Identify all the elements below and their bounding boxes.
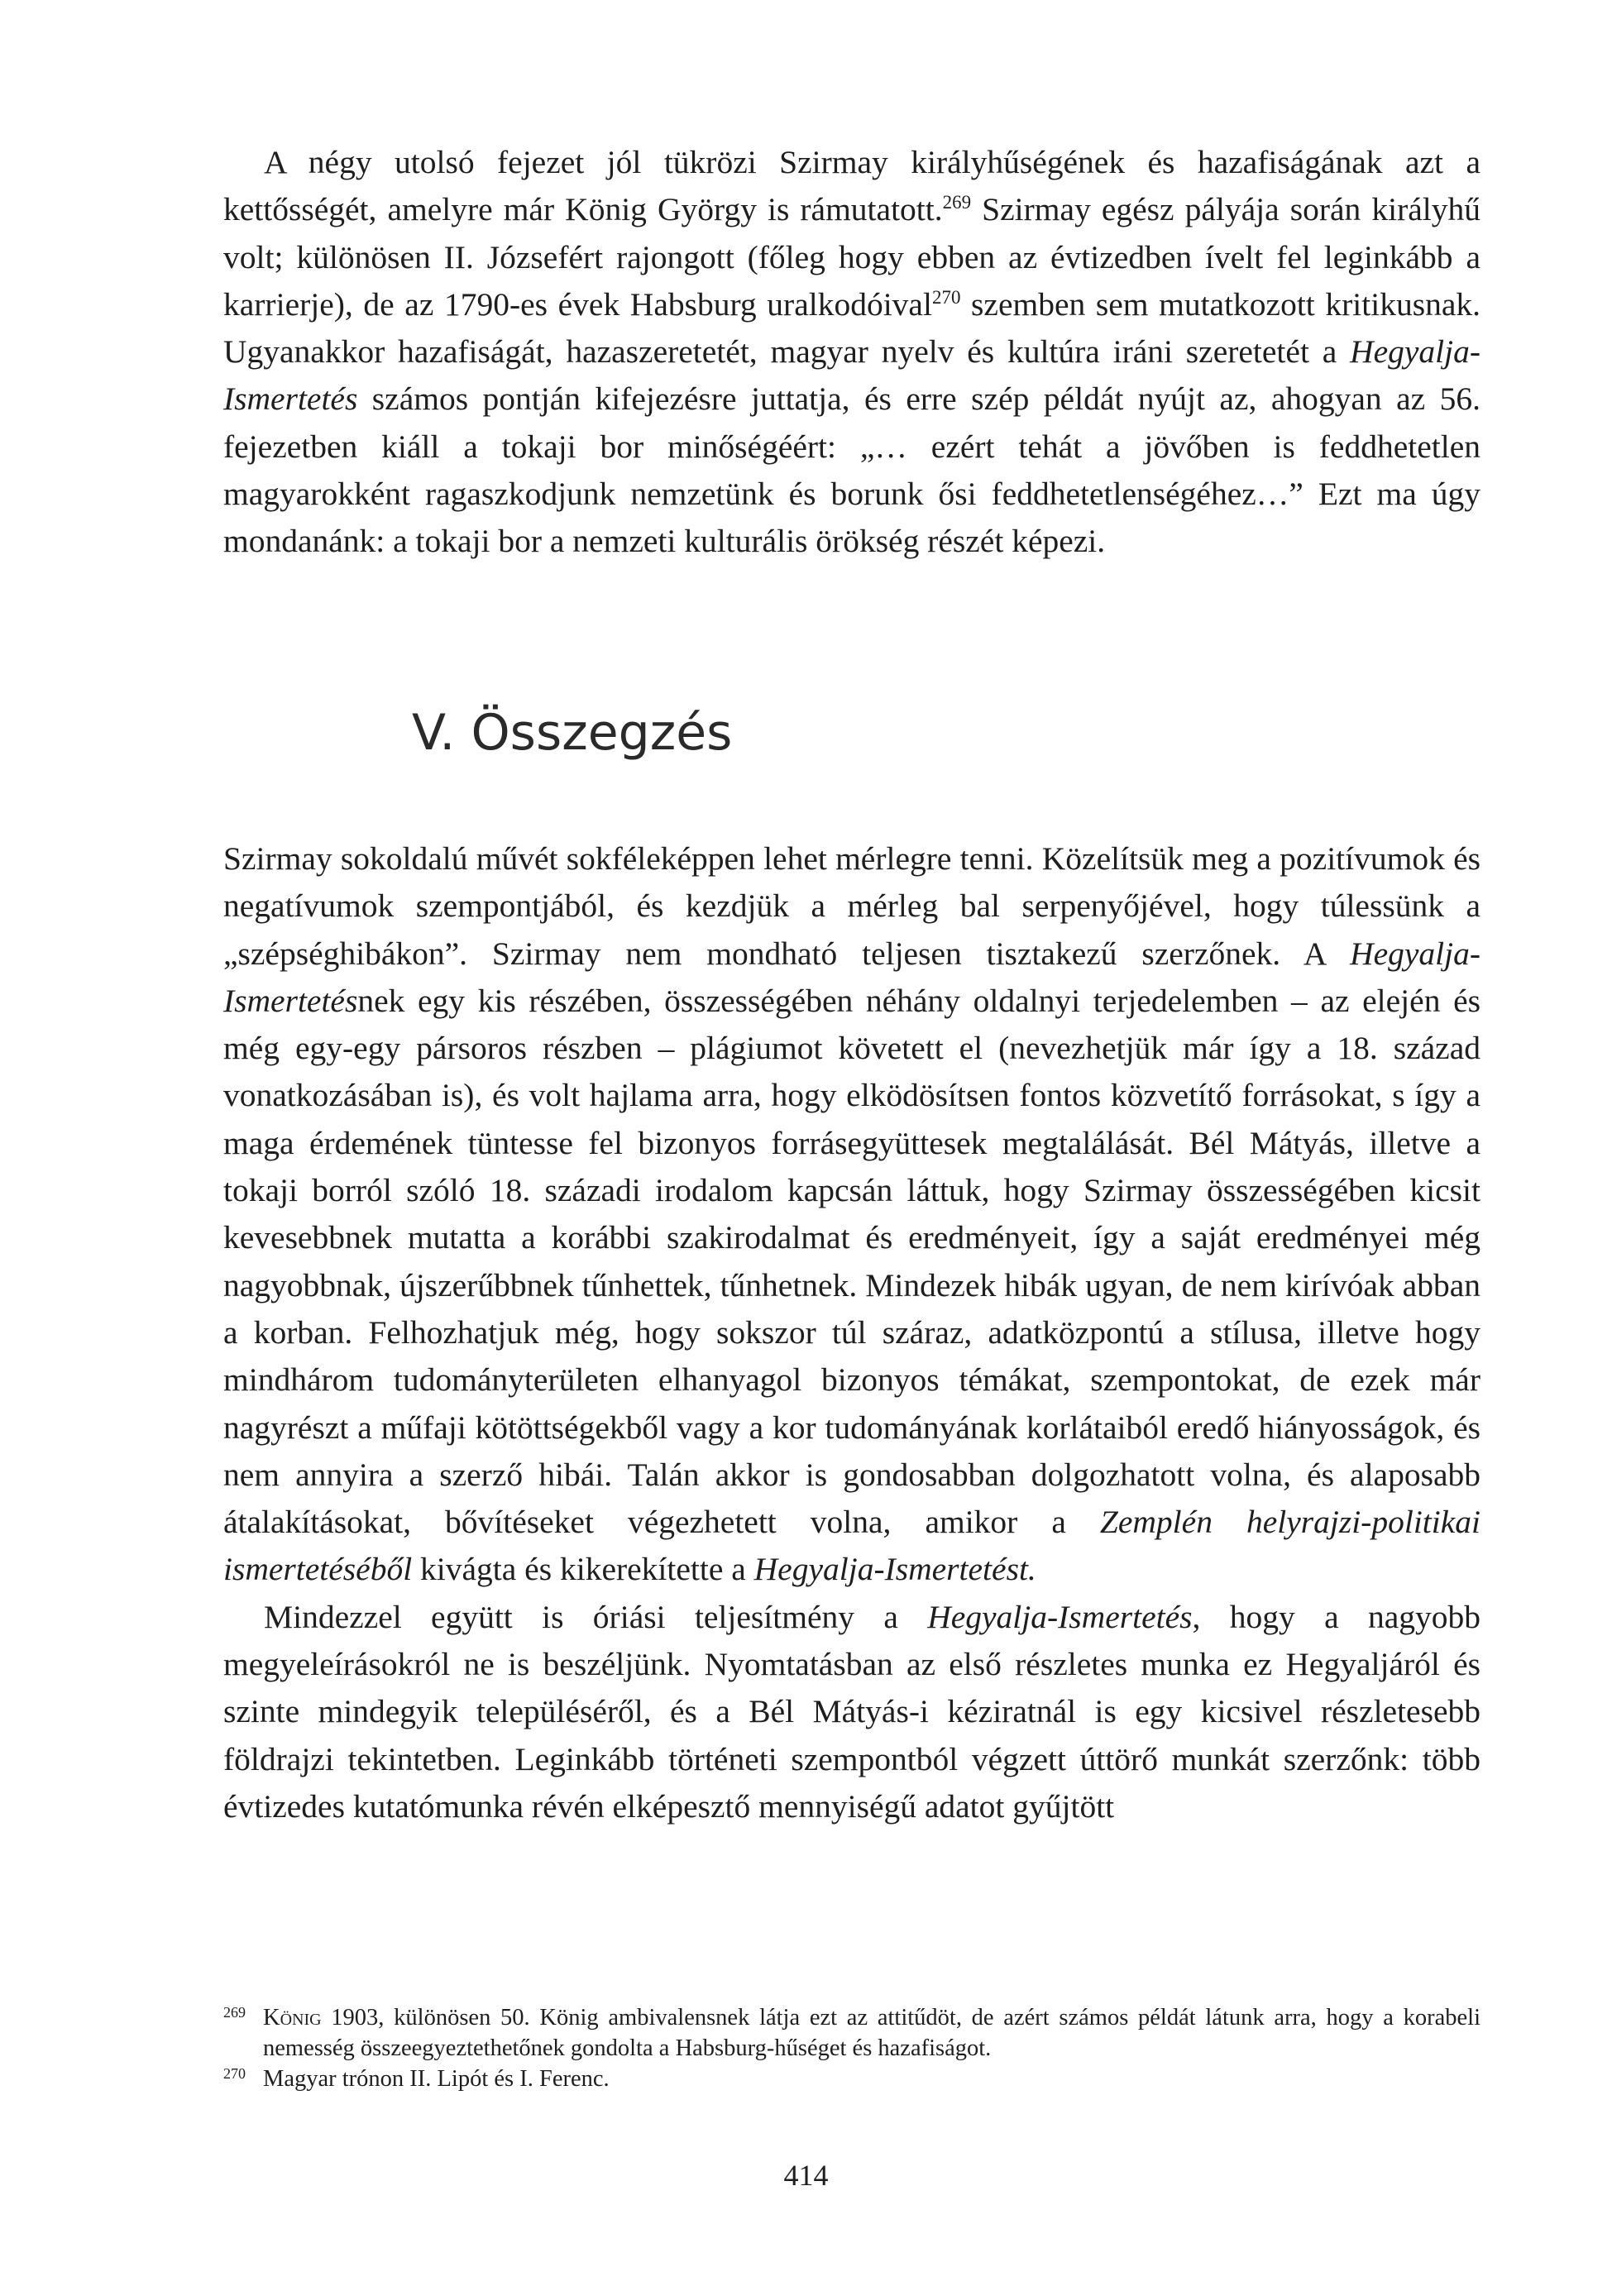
text-run: Mindezzel együtt is óriási teljesítmény a	[264, 1598, 928, 1635]
paragraph	[223, 835, 1480, 1594]
text-run: A négy utolsó fejezet jól tükrözi Szirmay királyhűségének és hazafiságának azt a kettősségét, amelyre már König György is rámutatott.	[223, 144, 1480, 228]
italic-title: Zemplén helyrajzi-politikai ismertetéséből	[223, 1504, 1480, 1588]
italic-title: Hegyalja-Ismertetést.	[753, 1551, 1036, 1588]
text-run: nek egy kis részében, összességében néhány oldalnyi terjedelemben – az elején és még egy-egy pársoros részben – plágiumot követett el (nevezhetjük már így a 18. század vonatkozásában is), és volt hajlama arra, hogy elködösítsen fontos közvetítő forrásokat, s így a maga érdemének tüntesse fel bizonyos forrásegyüttesek megtalálását. Bél Mátyás, illetve a tokaji borról szóló 18. századi irodalom kapcsán láttuk, hogy Szirmay összességében kicsit kevesebbnek mutatta a korábbi szakirodalmat és eredményeit, így a saját eredményei még nagyobbnak, újszerűbbnek tűnhettek, tűnhetnek. Mindezek hibák ugyan, de nem kirívóak abban a korban. Felhozhatjuk még, hogy sokszor túl száraz, adatközpontú a stílusa, illetve hogy mindhárom tudományterületen elhanyagol bizonyos témákat, szempontokat, de ezek már nagyrészt a műfaji kötöttségekből vagy a kor tudományának korlátaiból eredő hiányosságok, és nem annyira a szerző hibái. Talán akkor is gondosabban dolgozhatott volna, és alaposabb átalakításokat, bővítéseket végezhetett volna, amikor a	[223, 982, 1480, 1541]
footnotes	[223, 2002, 1480, 2094]
text-run: Szirmay sokoldalú művét sokféleképpen lehet mérlegre tenni. Közelítsük meg a pozitívumok és negatívumok szempontjából, és kezdjük a mérleg bal serpenyőjével, hogy túlessünk a „szépséghibákon”. Szirmay nem mondható teljesen tisztakezű szerzőnek. A	[223, 840, 1480, 972]
text-run: számos pontján kifejezésre juttatja, és erre szép példát nyújt az, ahogyan az 56. fejezetben kiáll a tokaji bor minőségéért: „… ezért tehát a jövőben is feddhetetlen magyarokként ragaszkodjunk nemzetünk és borunk ősi feddhetetlenségéhez…” Ezt ma úgy mondanánk: a tokaji bor a nemzeti kulturális örökség részét képezi.	[223, 380, 1480, 560]
text-run: szemben sem mutatkozott kritikusnak. Ugyanakkor hazafiságát, hazaszeretetét, magyar nyelv és kultúra iráni szeretetét a	[223, 285, 1480, 371]
text-run: , hogy a nagyobb megyeleírásokról ne is beszéljünk. Nyomtatásban az első részletes munka ez Hegyaljáról és szinte mindegyik településéről, és a Bél Mátyás-i kéziratnál is egy kicsivel részletesebb földrajzi tekintetben. Leginkább történeti szempontból végzett úttörő munkát szerzőnk: több évtizedes kutatómunka révén elképesztő mennyiségű adatot gyűjtött	[223, 1598, 1480, 1825]
paragraph	[223, 1594, 1480, 1830]
footnote-number: 270	[223, 2065, 246, 2082]
italic-title: Hegyalja-Ismertetés	[223, 333, 1480, 418]
text-block-main	[223, 835, 1480, 1830]
page-number: 414	[783, 2159, 829, 2192]
footnote-text: Magyar trónon II. Lipót és I. Ferenc.	[263, 2066, 610, 2092]
section-heading: V. Összegzés	[412, 704, 733, 762]
footnote-reference: 269	[942, 192, 972, 213]
text-run: Szirmay egész pályája során királyhű volt; különösen II. Józsefért rajongott (főleg hogy ebben az évtizedben ívelt fel leginkább a karrierje), de az 1790-es évek Habsburg uralkodóival	[223, 191, 1480, 323]
paragraph	[223, 139, 1480, 566]
footnote	[223, 2064, 1480, 2094]
italic-title: Hegyalja-Ismertetés	[223, 935, 1480, 1019]
text-run: kivágta és kikerekítette a	[412, 1551, 754, 1588]
italic-title: Hegyalja-Ismertetés	[927, 1598, 1193, 1635]
footnote-text: 1903, különösen 50. König ambivalensnek látja ezt az attitűdöt, de azért számos példát látunk arra, hogy a korabeli nemesség összeegyeztethetőnek gondolta a Habsburg-hűséget és hazafiságot.	[263, 2005, 1480, 2061]
footnote	[223, 2002, 1480, 2064]
footnote-author: König	[263, 2005, 322, 2031]
text-block-top	[223, 139, 1480, 566]
footnote-reference: 270	[931, 286, 961, 308]
footnote-number: 269	[223, 2004, 246, 2021]
